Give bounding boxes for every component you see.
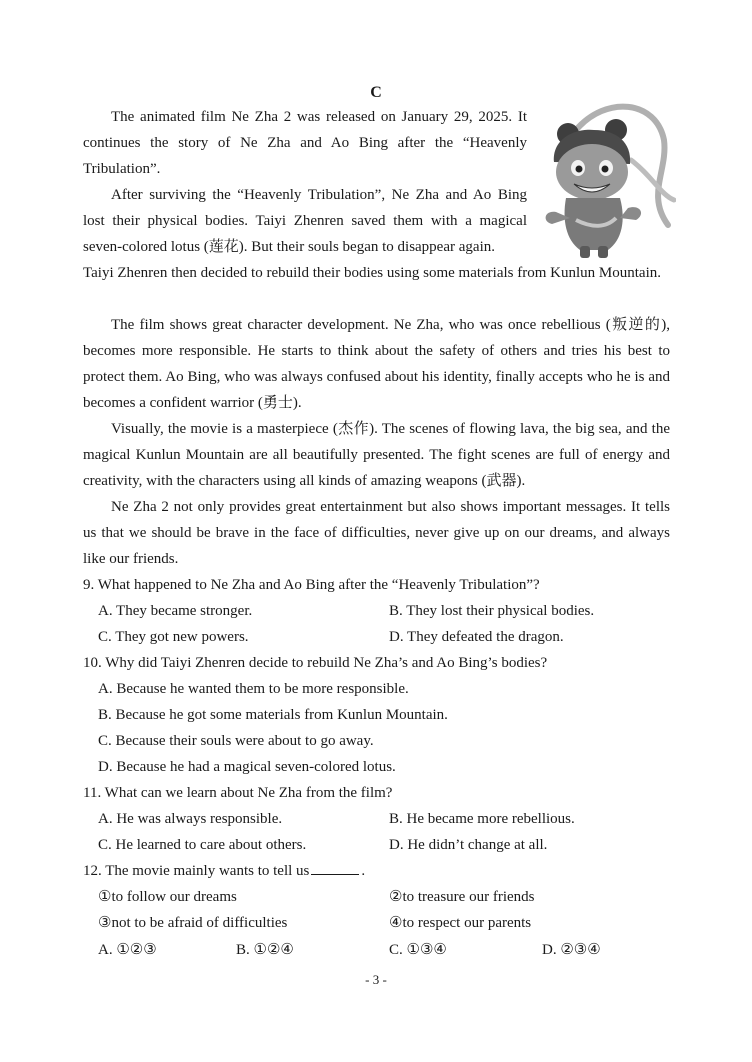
passage-paragraph-2-part-2: Taiyi Zhenren then decided to rebuild their bodies using some materials from Kunlun Mountain. (83, 265, 661, 281)
question-12-item-4: ④to respect our parents (389, 915, 532, 931)
question-12-item-1: ①to follow our dreams (98, 889, 237, 905)
question-12-stem (83, 858, 365, 884)
question-12-option-b: B. ①②④ (236, 942, 294, 958)
section-title: C (370, 84, 382, 101)
question-11-option-c: C. He learned to care about others. (98, 837, 307, 853)
question-9-option-a: A. They became stronger. (98, 603, 253, 619)
question-10-option-c: C. Because their souls were about to go away. (98, 733, 374, 749)
question-12-option-d: D. ②③④ (542, 942, 601, 958)
passage-paragraph-2-part-1: After surviving the “Heavenly Tribulation”, Ne Zha and Ao Bing lost their physical bodies. Taiyi Zhenren saved them with a magical seven-colored lotus (莲花). But their souls began to disappear again. (83, 187, 527, 255)
question-12-item-3: ③not to be afraid of difficulties (98, 915, 288, 931)
ne-zha-illustration (536, 100, 676, 260)
answer-blank (311, 860, 359, 875)
question-12-item-2: ②to treasure our friends (389, 889, 535, 905)
passage-paragraph-1: The animated film Ne Zha 2 was released on January 29, 2025. It continues the story of Ne Zha and Ao Bing after the “Heavenly Tribulation”. (83, 109, 527, 177)
question-11-option-b: B. He became more rebellious. (389, 811, 575, 827)
question-10-stem: 10. Why did Taiyi Zhenren decide to rebuild Ne Zha’s and Ao Bing’s bodies? (83, 655, 548, 671)
question-10-option-a: A. Because he wanted them to be more responsible. (98, 681, 409, 697)
question-11-option-d: D. He didn’t change at all. (389, 837, 548, 853)
question-12-option-a: A. ①②③ (98, 942, 157, 958)
question-12-option-c: C. ①③④ (389, 942, 447, 958)
question-9-option-d: D. They defeated the dragon. (389, 629, 564, 645)
page-number: - 3 - (365, 972, 387, 987)
question-12-stem-text: 12. The movie mainly wants to tell us (83, 863, 310, 879)
question-10-option-d: D. Because he had a magical seven-colored lotus. (98, 759, 396, 775)
question-11-stem: 11. What can we learn about Ne Zha from the film? (83, 785, 393, 801)
question-10-option-b: B. Because he got some materials from Kunlun Mountain. (98, 707, 448, 723)
question-12-stem-end: . (361, 863, 366, 879)
question-9-option-b: B. They lost their physical bodies. (389, 603, 595, 619)
question-9-stem: 9. What happened to Ne Zha and Ao Bing after the “Heavenly Tribulation”? (83, 577, 540, 593)
question-9-option-c: C. They got new powers. (98, 629, 249, 645)
passage-paragraph-5: Ne Zha 2 not only provides great entertainment but also shows important messages. It tells us that we should be brave in the face of difficulties, never give up on our dreams, and always like our friends. (83, 499, 670, 567)
question-11-option-a: A. He was always responsible. (98, 811, 283, 827)
passage-paragraph-3: The film shows great character development. Ne Zha, who was once rebellious (叛逆的), becomes more responsible. He starts to think about the safety of others and tries his best to protect them. Ao Bing, who was always confused about his identity, finally accepts who he is and becomes a confident warrior (勇士). (83, 317, 670, 411)
passage-paragraph-4: Visually, the movie is a masterpiece (杰作). The scenes of flowing lava, the big sea, and the magical Kunlun Mountain are all beautifully presented. The fight scenes are full of energy and creativity, with the characters using all kinds of amazing weapons (武器). (83, 421, 670, 489)
